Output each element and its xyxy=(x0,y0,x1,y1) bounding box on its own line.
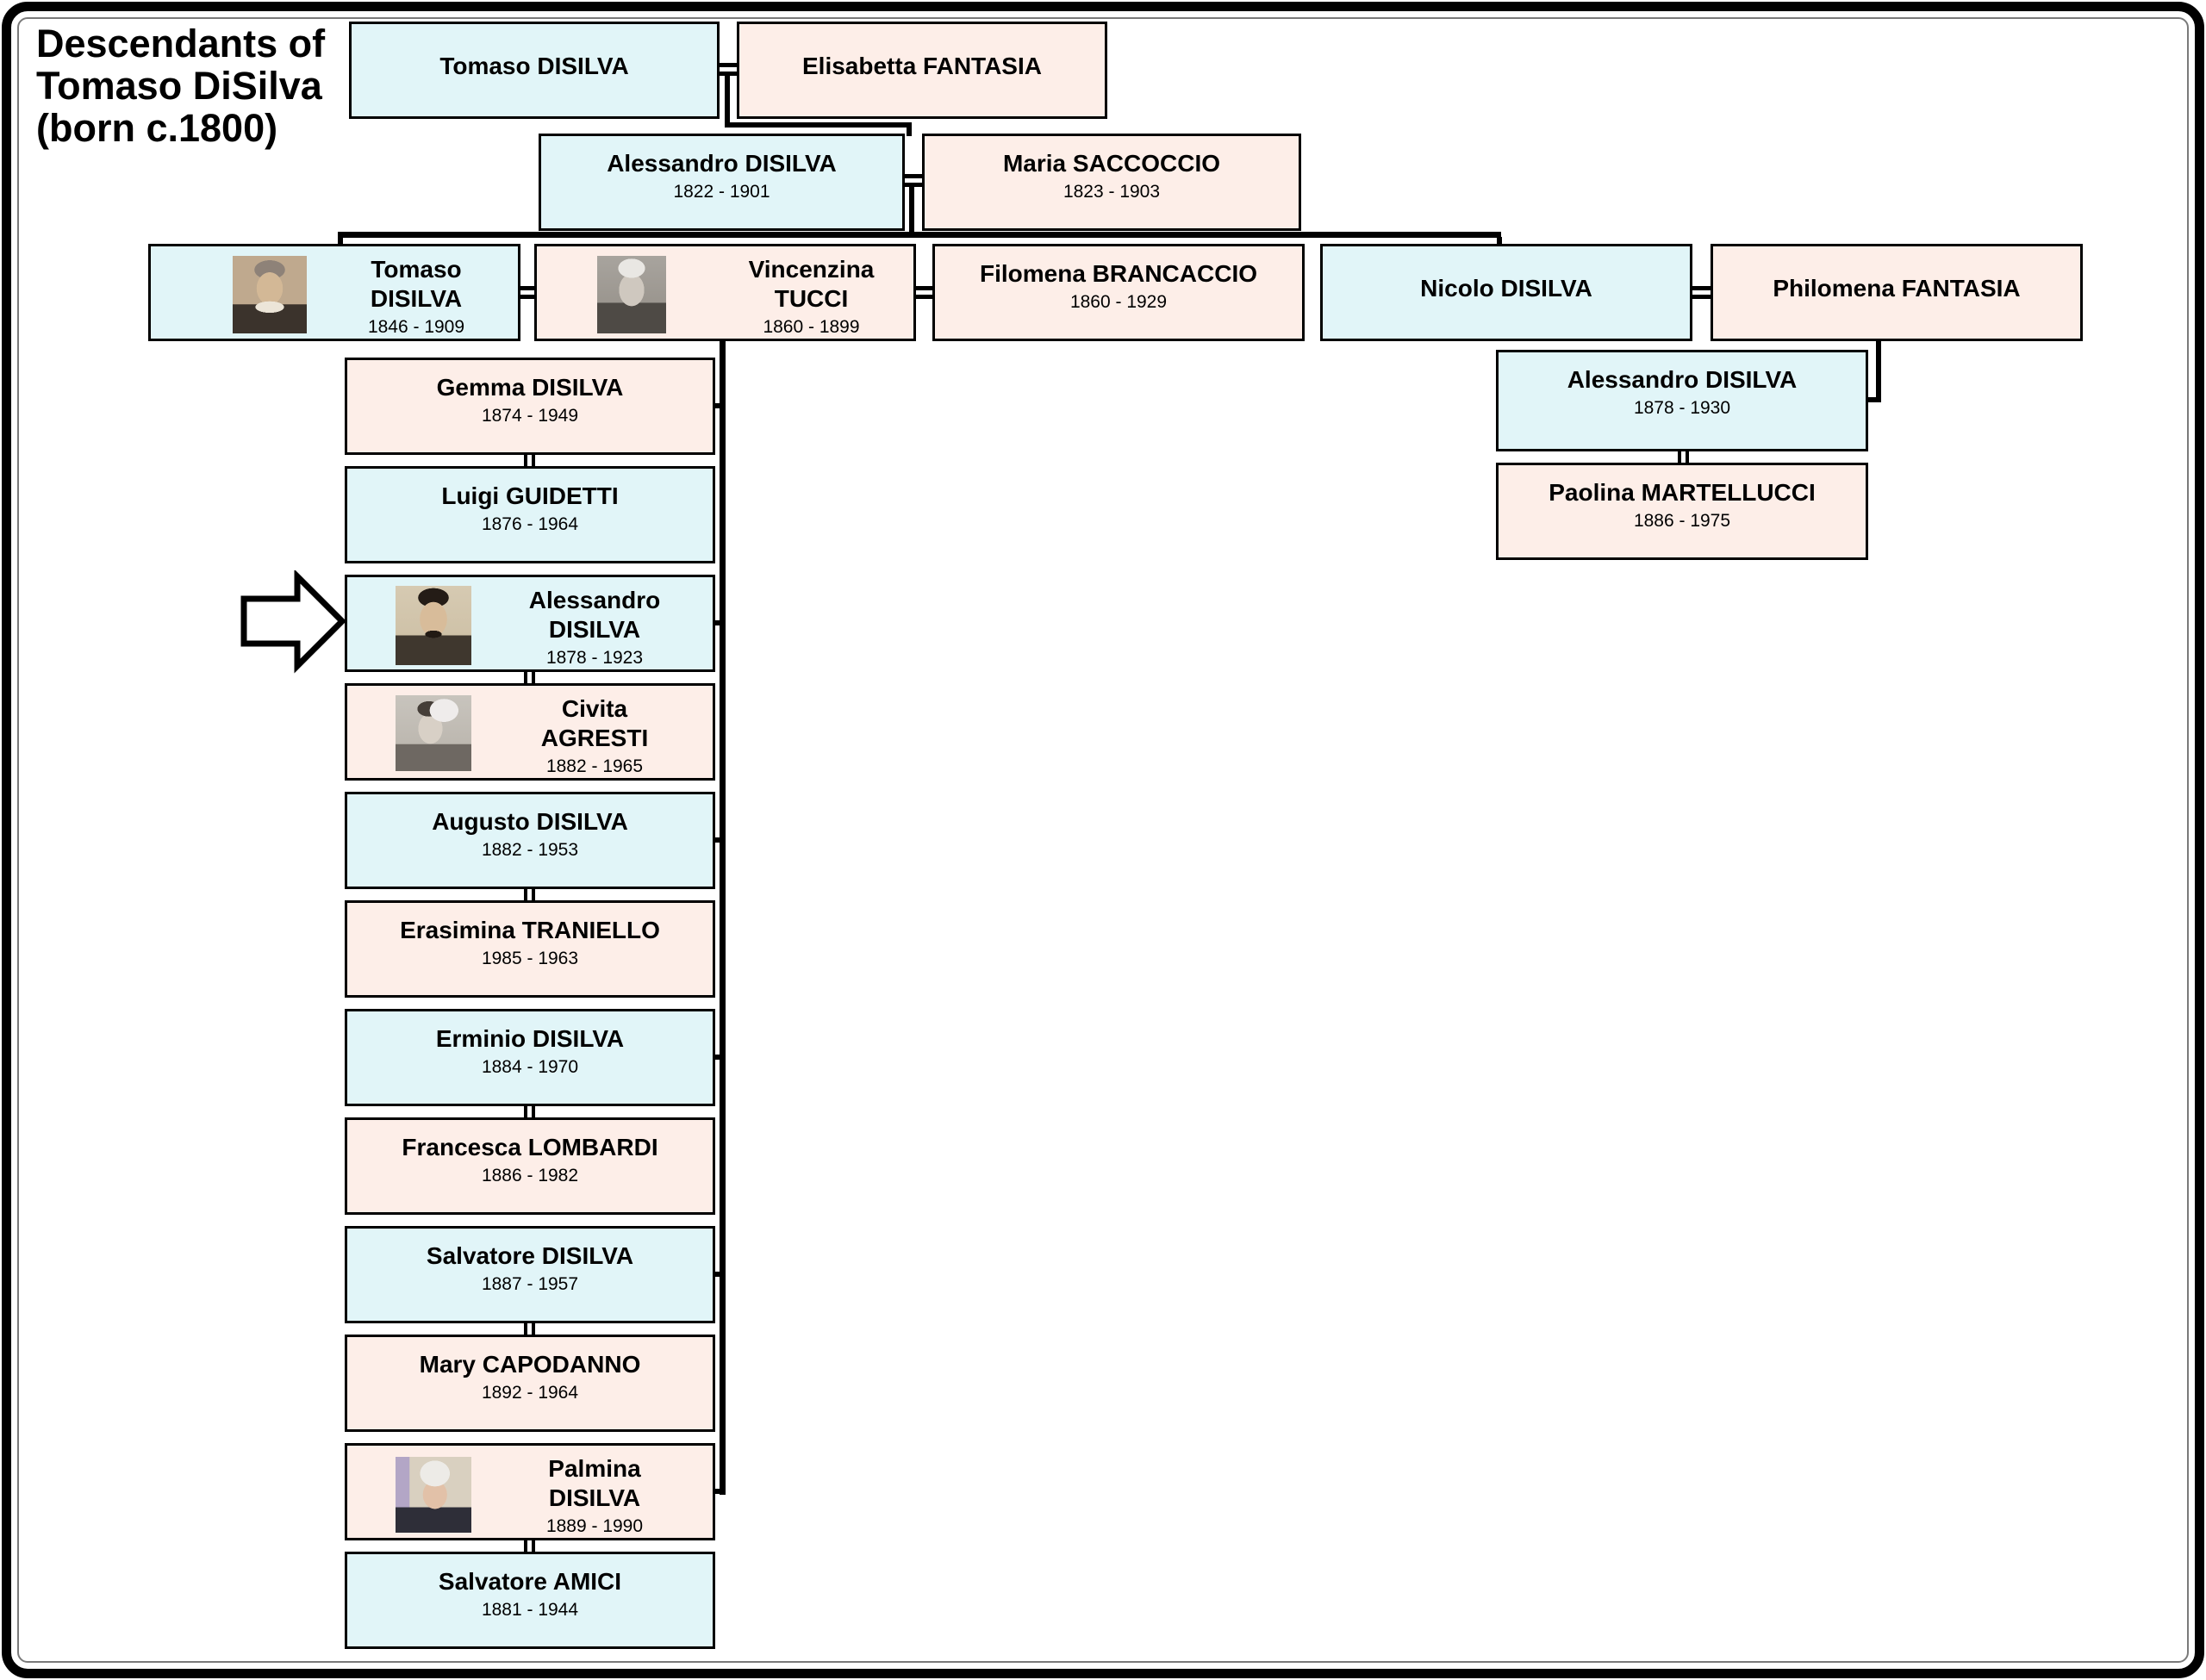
person-name: Maria SACCOCCIO xyxy=(1002,150,1221,177)
person-dates: 1846 - 1909 xyxy=(367,317,465,337)
person-box-salvatore-disilva[interactable] xyxy=(345,1226,715,1323)
person-dates: 1886 - 1975 xyxy=(1633,511,1731,531)
marriage-connector xyxy=(532,1323,535,1335)
marriage-connector xyxy=(524,1106,527,1117)
person-box-alessandro-disilva-1878-1930[interactable] xyxy=(1496,350,1868,451)
person-name: Mary CAPODANNO xyxy=(419,1351,641,1378)
portrait-photo xyxy=(396,586,471,665)
person-box-vincenzina-tucci[interactable] xyxy=(534,244,916,341)
person-name: Erminio DISILVA xyxy=(435,1025,625,1052)
person-dates: 1886 - 1982 xyxy=(481,1166,579,1185)
person-dates: 1874 - 1949 xyxy=(481,406,579,426)
descent-elbow xyxy=(1866,397,1881,402)
person-box-filomena-brancaccio[interactable] xyxy=(932,244,1305,341)
marriage-connector xyxy=(524,672,527,683)
person-dates: 1985 - 1963 xyxy=(481,949,579,968)
person-box-mary-capodanno[interactable] xyxy=(345,1335,715,1432)
person-box-francesca-lombardi[interactable] xyxy=(345,1117,715,1215)
person-name: Alessandro DISILVA xyxy=(1567,366,1798,393)
person-box-elisabetta-fantasia[interactable] xyxy=(737,22,1107,119)
person-box-salvatore-amici[interactable] xyxy=(345,1552,715,1649)
person-dates: 1876 - 1964 xyxy=(481,514,579,534)
descent-line xyxy=(725,122,912,128)
marriage-connector xyxy=(532,1540,535,1552)
marriage-connector xyxy=(524,455,527,466)
marriage-connector xyxy=(532,889,535,900)
person-box-erminio-disilva[interactable] xyxy=(345,1009,715,1106)
person-dates: 1889 - 1990 xyxy=(545,1516,644,1536)
person-dates: 1878 - 1923 xyxy=(545,648,644,668)
person-dates: 1881 - 1944 xyxy=(481,1600,579,1620)
person-name: Elisabetta FANTASIA xyxy=(802,53,1042,79)
children-rail xyxy=(720,341,726,1495)
person-box-alessandro-disilva-1822[interactable] xyxy=(539,134,905,231)
person-dates: 1878 - 1930 xyxy=(1633,398,1731,418)
person-box-philomena-fantasia[interactable] xyxy=(1711,244,2083,341)
person-box-civita-agresti[interactable] xyxy=(345,683,715,781)
pointer-arrow-icon[interactable] xyxy=(238,570,350,674)
person-name: Tomaso DISILVA xyxy=(439,53,629,79)
person-name: Tomaso DISILVA xyxy=(370,256,463,312)
person-name: Alessandro DISILVA xyxy=(528,587,661,643)
marriage-connector xyxy=(520,295,534,299)
person-name: Palmina DISILVA xyxy=(548,1455,641,1511)
person-dates: 1823 - 1903 xyxy=(1062,182,1161,202)
descent-line xyxy=(1876,341,1881,401)
person-name: Francesca LOMBARDI xyxy=(402,1134,658,1160)
person-name: Luigi GUIDETTI xyxy=(441,482,619,509)
descent-line xyxy=(907,122,912,136)
marriage-connector xyxy=(532,455,535,466)
person-box-erasimina-traniello[interactable] xyxy=(345,900,715,998)
person-name: Salvatore AMICI xyxy=(438,1568,622,1595)
person-dates: 1887 - 1957 xyxy=(481,1274,579,1294)
person-box-gemma-disilva[interactable] xyxy=(345,358,715,455)
descent-line xyxy=(909,183,914,234)
person-name: Salvatore DISILVA xyxy=(426,1242,634,1269)
marriage-connector xyxy=(524,1323,527,1335)
portrait-photo xyxy=(396,1457,471,1533)
person-dates: 1884 - 1970 xyxy=(481,1057,579,1077)
person-name: Alessandro DISILVA xyxy=(607,150,837,177)
marriage-connector xyxy=(905,174,922,178)
portrait-photo xyxy=(597,256,666,333)
marriage-connector xyxy=(532,672,535,683)
person-dates: 1882 - 1965 xyxy=(545,756,644,776)
person-name: Philomena FANTASIA xyxy=(1773,275,2021,302)
marriage-connector xyxy=(532,1106,535,1117)
person-box-luigi-guidetti[interactable] xyxy=(345,466,715,563)
person-dates: 1892 - 1964 xyxy=(481,1383,579,1403)
marriage-connector xyxy=(1692,286,1711,290)
portrait-photo xyxy=(396,695,471,771)
marriage-connector xyxy=(916,286,932,290)
marriage-connector xyxy=(524,889,527,900)
person-box-augusto-disilva[interactable] xyxy=(345,792,715,889)
marriage-connector xyxy=(524,1540,527,1552)
marriage-connector xyxy=(1686,451,1689,463)
person-name: Civita AGRESTI xyxy=(540,695,649,751)
person-dates: 1822 - 1901 xyxy=(673,182,770,202)
person-name: Gemma DISILVA xyxy=(436,374,624,401)
person-box-paolina-martellucci[interactable] xyxy=(1496,463,1868,560)
marriage-connector xyxy=(1678,451,1681,463)
person-box-palmina-disilva[interactable] xyxy=(345,1443,715,1540)
descent-line xyxy=(725,72,730,125)
person-box-tomaso-disilva-sr[interactable] xyxy=(349,22,720,119)
person-box-tomaso-disilva-1846[interactable] xyxy=(148,244,520,341)
sibling-rail xyxy=(338,232,1501,238)
person-name: Augusto DISILVA xyxy=(432,808,628,835)
marriage-connector xyxy=(720,63,737,67)
person-name: Nicolo DISILVA xyxy=(1420,275,1592,302)
person-dates: 1860 - 1929 xyxy=(1069,292,1168,312)
person-box-alessandro-disilva-1878-1923[interactable] xyxy=(345,575,715,672)
marriage-connector xyxy=(916,295,932,299)
marriage-connector xyxy=(520,286,534,290)
marriage-connector xyxy=(1692,295,1711,299)
person-name: Vincenzina TUCCI xyxy=(748,256,875,312)
person-dates: 1882 - 1953 xyxy=(481,840,579,860)
portrait-photo xyxy=(233,256,307,333)
person-name: Erasimina TRANIELLO xyxy=(400,917,660,943)
chart-title: Descendants of Tomaso DiSilva (born c.1800) xyxy=(36,22,326,150)
person-name: Filomena BRANCACCIO xyxy=(979,260,1257,287)
person-dates: 1860 - 1899 xyxy=(763,317,860,337)
person-name: Paolina MARTELLUCCI xyxy=(1549,479,1816,506)
person-box-maria-saccoccio[interactable] xyxy=(922,134,1301,231)
person-box-nicolo-disilva[interactable] xyxy=(1320,244,1692,341)
